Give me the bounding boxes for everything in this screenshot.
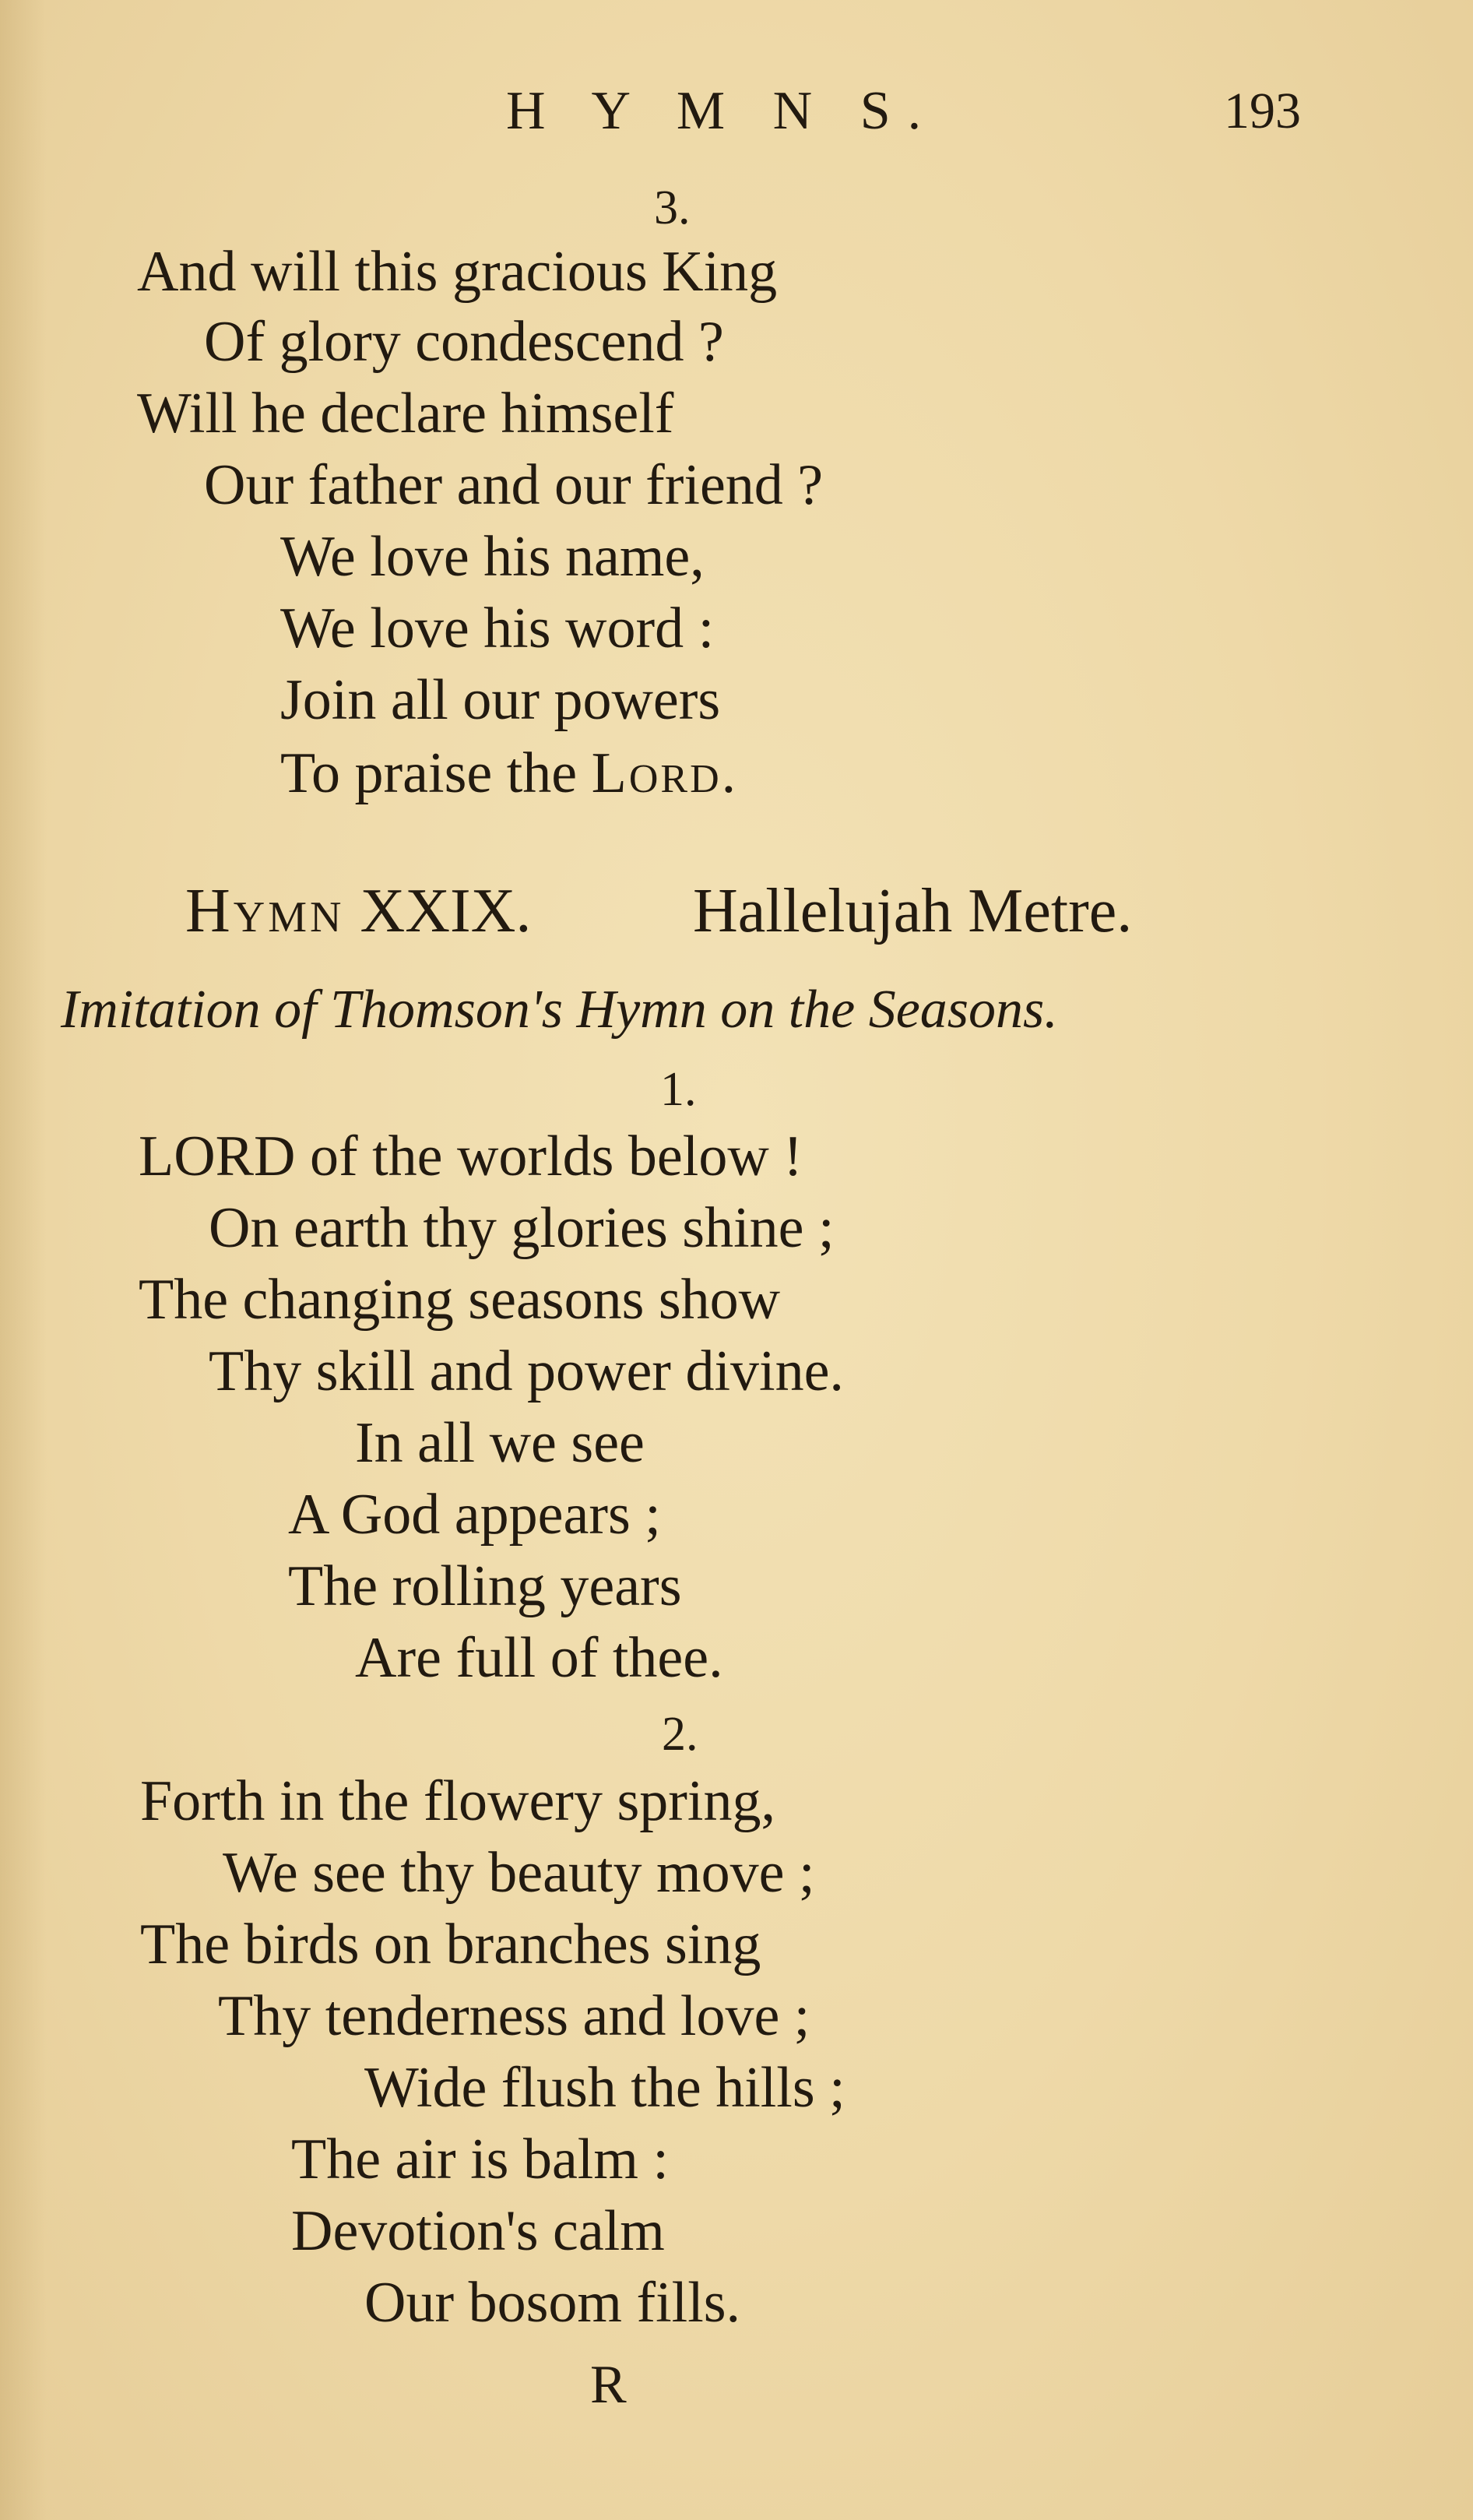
hymn-label: Hymn <box>185 877 345 945</box>
verse-line: Forth in the flowery spring, <box>140 1769 775 1833</box>
verse-line <box>280 741 739 805</box>
verse-line: The changing seasons show <box>139 1268 781 1332</box>
verse-text: To praise the <box>280 741 578 805</box>
verse-line: Thy tenderness and love ; <box>218 1984 810 2048</box>
signature-mark: R <box>590 2355 627 2415</box>
stanza-number: 2. <box>662 1708 698 1761</box>
stanza-number: 3. <box>654 181 691 234</box>
hymn-subtitle: Imitation of Thomson's Hymn on the Seasons. <box>61 980 1058 1040</box>
verse-line: We see thy beauty move ; <box>223 1841 815 1905</box>
verse-line: The air is balm : <box>291 2128 669 2191</box>
verse-line: The rolling years <box>288 1554 682 1618</box>
verse-line: Of glory condescend ? <box>204 310 724 374</box>
verse-line: On earth thy glories shine ; <box>209 1196 835 1260</box>
lord-smallcaps: Lord. <box>591 741 739 805</box>
page-number: 193 <box>1224 83 1301 139</box>
verse-line: Join all our powers <box>280 668 721 732</box>
verse-line: In all we see <box>355 1411 645 1475</box>
verse-line: Will he declare himself <box>137 382 674 445</box>
verse-line: And will this gracious King <box>137 240 778 304</box>
running-head: H Y M N S. <box>506 81 939 141</box>
verse-line: LORD of the worlds below ! <box>139 1124 803 1188</box>
verse-line: The birds on branches sing <box>140 1913 761 1976</box>
hymn-number: XXIX. <box>360 877 532 945</box>
verse-line: Devotion's calm <box>291 2199 665 2263</box>
hymn-title <box>185 877 532 945</box>
verse-line: Are full of thee. <box>355 1626 723 1690</box>
verse-line: Wide flush the hills ; <box>364 2056 845 2120</box>
verse-line: Our father and our friend ? <box>204 453 824 517</box>
verse-line: We love his name, <box>280 525 705 589</box>
verse-line: Thy skill and power divine. <box>209 1339 844 1403</box>
hymn-metre: Hallelujah Metre. <box>693 877 1133 945</box>
stanza-number: 1. <box>660 1063 697 1116</box>
verse-line: Our bosom fills. <box>364 2271 741 2335</box>
verse-line: A God appears ; <box>288 1483 661 1547</box>
verse-line: We love his word : <box>280 597 715 660</box>
